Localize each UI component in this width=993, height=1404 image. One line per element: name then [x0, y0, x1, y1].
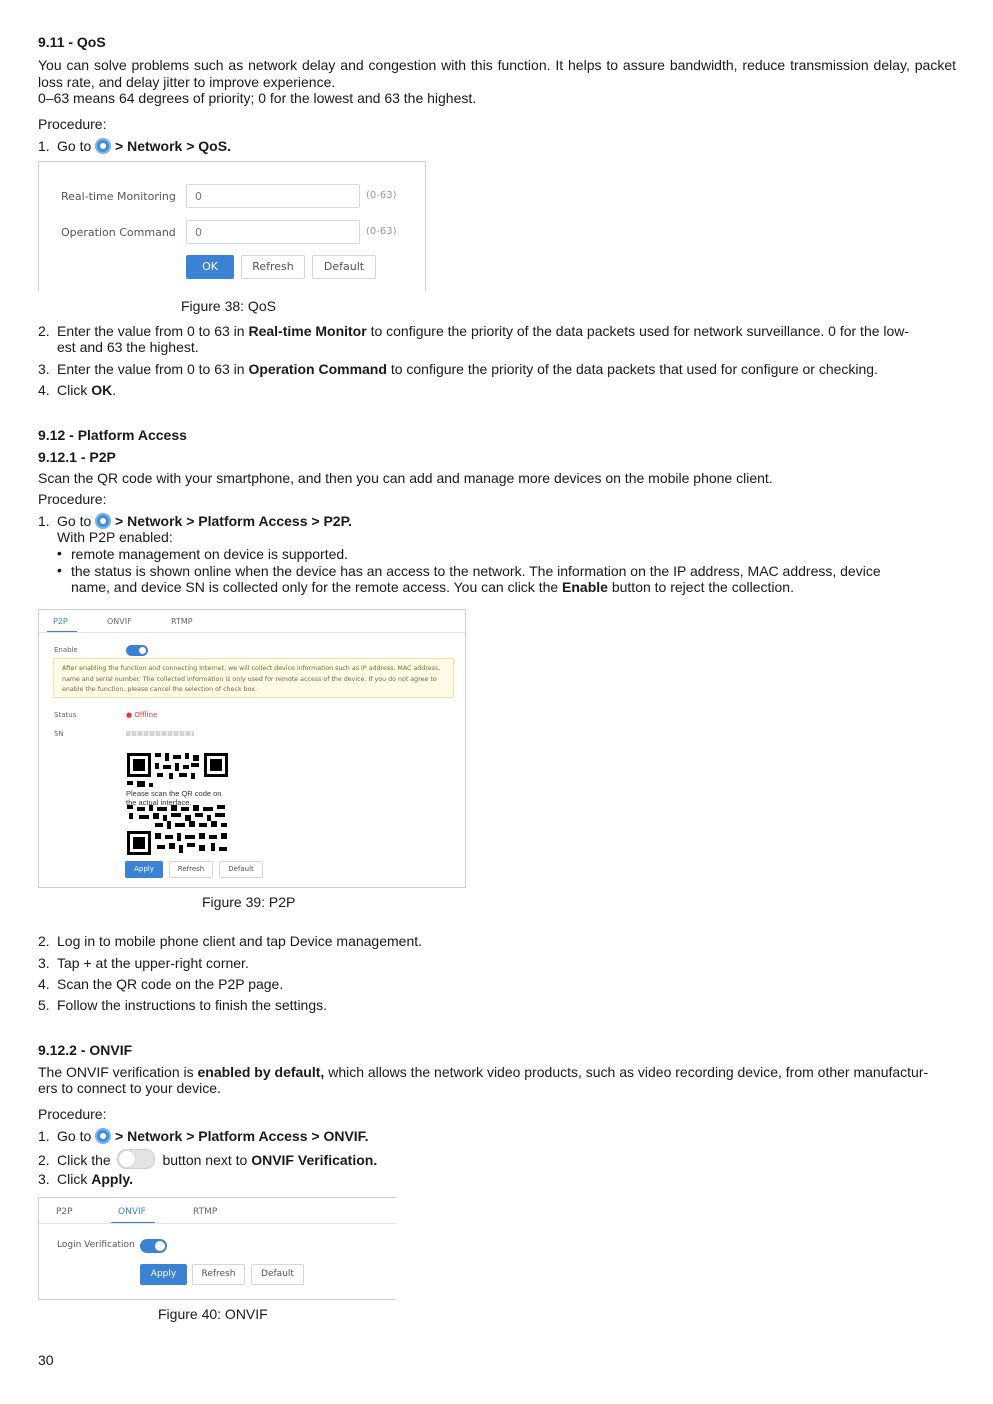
step-text: to configure the priority of the data packets used for network surveillance. 0 for the low-	[370, 323, 910, 339]
apply-button[interactable]: Apply	[125, 861, 163, 878]
toggle-off-icon	[117, 1149, 155, 1169]
qos-step-1	[38, 138, 231, 155]
step-text: Enter the value from 0 to 63 in	[57, 323, 245, 339]
sn-value-redacted	[126, 731, 194, 736]
p2p-qr-code	[125, 751, 230, 857]
login-verification-toggle[interactable]	[140, 1239, 167, 1253]
bullet-text: button to reject the collection.	[611, 579, 794, 595]
offline-dot-icon: ●	[126, 711, 133, 719]
p2p-bullet-1: remote management on device is supported.	[71, 546, 349, 562]
default-button[interactable]: Default	[219, 861, 263, 878]
onvif-intro	[38, 1064, 956, 1081]
step-number: 3.	[38, 955, 50, 971]
p2p-procedure-label: Procedure:	[38, 491, 107, 507]
step-bold-term: Real-time Monitor	[248, 323, 367, 339]
p2p-intro: Scan the QR code with your smartphone, and then you can add and manage more devices on the mobile phone client.	[38, 470, 773, 486]
step-number: 1.	[38, 138, 50, 154]
settings-gear-icon	[95, 138, 111, 154]
qos-step-4	[38, 382, 116, 399]
onvif-procedure-label: Procedure:	[38, 1106, 107, 1122]
p2p-bullet-2: the status is shown online when the device has an access to the network. The information on the IP address, MAC address, device	[71, 563, 881, 579]
step-number: 4.	[38, 382, 50, 398]
qos-step-2-continued: est and 63 the highest.	[57, 339, 199, 355]
step-text: Log in to mobile phone client and tap Device management.	[57, 933, 423, 949]
p2p-step-2	[38, 933, 422, 950]
step-number: 3.	[38, 1171, 50, 1187]
default-button[interactable]: Default	[312, 255, 376, 279]
p2p-step-4	[38, 976, 283, 993]
tab-divider	[39, 1223, 396, 1224]
step-number: 1.	[38, 1128, 50, 1144]
bullet-marker: •	[57, 545, 62, 561]
realtime-range-hint: (0-63)	[366, 190, 397, 201]
step-text: button next to	[162, 1152, 248, 1168]
qos-intro: You can solve problems such as network delay and congestion with this function. It helps to assure bandwidth, reduce transmission delay, packet loss rate, and delay jitter to improve experience.	[38, 57, 956, 90]
status-label: Status	[54, 711, 77, 719]
p2p-step-3	[38, 955, 249, 972]
bullet-bold-term: Enable	[562, 579, 608, 595]
operation-command-label: Operation Command	[61, 226, 176, 239]
tab-p2p[interactable]: P2P	[56, 1207, 73, 1217]
status-badge	[126, 711, 157, 719]
tab-rtmp[interactable]: RTMP	[193, 1207, 218, 1217]
step-number: 2.	[38, 933, 50, 949]
tab-divider	[39, 632, 465, 633]
figure-caption-onvif: Figure 40: ONVIF	[158, 1306, 268, 1322]
refresh-button[interactable]: Refresh	[169, 861, 213, 878]
enable-label: Enable	[54, 646, 78, 654]
settings-gear-icon	[95, 513, 111, 529]
menu-path: > Network > Platform Access > ONVIF.	[115, 1128, 369, 1144]
refresh-button[interactable]: Refresh	[241, 255, 305, 279]
status-value: Offline	[134, 711, 158, 719]
step-text: to configure the priority of the data packets that used for configure or checking.	[390, 361, 878, 377]
step-number: 2.	[38, 323, 50, 339]
step-text: Go to	[57, 138, 92, 154]
bullet-marker: •	[57, 562, 62, 578]
apply-button[interactable]: Apply	[140, 1264, 187, 1285]
qos-priority-note: 0–63 means 64 degrees of priority; 0 for the lowest and 63 the highest.	[38, 90, 477, 106]
step-bold-term: Operation Command	[248, 361, 387, 377]
step-text: .	[112, 382, 117, 398]
step-number: 3.	[38, 361, 50, 377]
intro-bold-term: enabled by default,	[197, 1064, 325, 1080]
sn-label: SN	[54, 730, 64, 738]
step-text: Click	[57, 1171, 88, 1187]
step-bold-term: Apply.	[91, 1171, 133, 1187]
step-bold-term: OK	[91, 382, 113, 398]
tab-p2p[interactable]: P2P	[53, 617, 68, 626]
login-verification-label: Login Verification	[57, 1240, 135, 1250]
step-bold-term: ONVIF Verification.	[251, 1152, 378, 1168]
privacy-notice: After enabling the function and connecting Internet, we will collect device information such as IP address, MAC address, name and serial number. The collected information is only used for remote access of the device. If you do not agree to enable the function, please cancel the selection of check box.	[53, 658, 454, 698]
operation-range-hint: (0-63)	[366, 226, 397, 237]
refresh-button[interactable]: Refresh	[192, 1264, 245, 1285]
section-heading-onvif: 9.12.2 - ONVIF	[38, 1042, 133, 1058]
step-number: 5.	[38, 997, 50, 1013]
p2p-step-1	[38, 513, 352, 530]
tab-rtmp[interactable]: RTMP	[171, 617, 193, 626]
step-number: 1.	[38, 513, 50, 529]
page-number: 30	[38, 1352, 54, 1368]
settings-gear-icon	[95, 1128, 111, 1144]
step-text: Go to	[57, 1128, 92, 1144]
onvif-settings-panel	[38, 1197, 396, 1300]
menu-path: > Network > Platform Access > P2P.	[115, 513, 352, 529]
figure-caption-qos: Figure 38: QoS	[181, 298, 276, 314]
intro-text: The ONVIF verification is	[38, 1064, 194, 1080]
realtime-monitoring-label: Real-time Monitoring	[61, 190, 176, 203]
qos-settings-panel	[38, 161, 426, 291]
enable-toggle[interactable]	[126, 645, 148, 656]
intro-text: which allows the network video products, such as video recording device, from other manufactur-	[328, 1064, 929, 1080]
step-number: 4.	[38, 976, 50, 992]
qos-step-2	[38, 323, 956, 340]
step-text: Tap + at the upper-right corner.	[57, 955, 249, 971]
figure-caption-p2p: Figure 39: P2P	[202, 894, 296, 910]
section-heading-qos: 9.11 - QoS	[38, 34, 106, 50]
bullet-text: name, and device SN is collected only for the remote access. You can click the	[71, 579, 559, 595]
onvif-intro-continued: ers to connect to your device.	[38, 1080, 221, 1096]
p2p-bullet-2-continued	[71, 579, 794, 596]
section-heading-platform-access: 9.12 - Platform Access	[38, 427, 187, 443]
qos-step-3	[38, 361, 956, 378]
step-text: Click the	[57, 1152, 111, 1168]
section-heading-p2p: 9.12.1 - P2P	[38, 449, 116, 465]
tab-onvif[interactable]: ONVIF	[107, 617, 132, 626]
realtime-monitoring-input[interactable]: 0	[186, 184, 360, 208]
tab-onvif[interactable]: ONVIF	[118, 1207, 146, 1217]
ok-button[interactable]: OK	[186, 255, 234, 279]
step-text: Follow the instructions to finish the settings.	[57, 997, 328, 1013]
step-text: Scan the QR code on the P2P page.	[57, 976, 284, 992]
p2p-enabled-note: With P2P enabled:	[57, 529, 173, 545]
onvif-step-1	[38, 1128, 369, 1145]
menu-path: > Network > QoS.	[115, 138, 231, 154]
qos-procedure-label: Procedure:	[38, 116, 107, 132]
default-button[interactable]: Default	[251, 1264, 304, 1285]
step-number: 2.	[38, 1152, 50, 1168]
step-text: Click	[57, 382, 88, 398]
step-text: Enter the value from 0 to 63 in	[57, 361, 245, 377]
p2p-step-5	[38, 997, 327, 1014]
p2p-settings-panel	[38, 609, 466, 888]
onvif-step-2	[38, 1149, 377, 1169]
onvif-step-3	[38, 1171, 133, 1188]
qr-scan-note: Please scan the QR code on the actual interface.	[126, 789, 222, 807]
step-text: Go to	[57, 513, 92, 529]
operation-command-input[interactable]: 0	[186, 220, 360, 244]
